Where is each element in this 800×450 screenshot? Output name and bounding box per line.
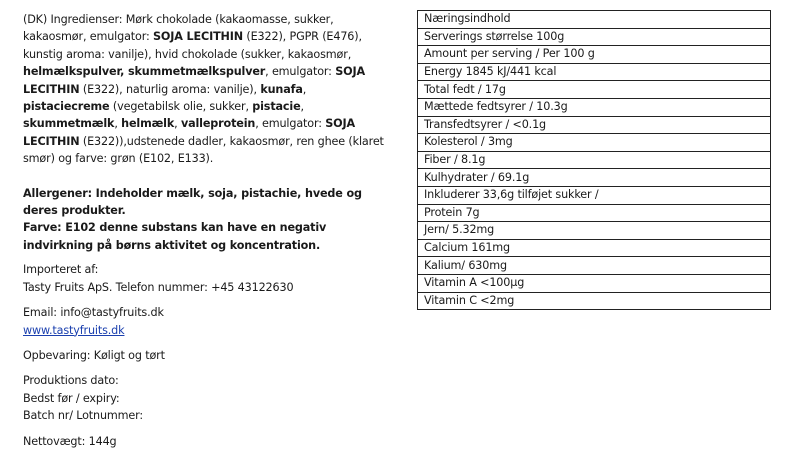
ingredients-text: , [302,82,307,96]
nutrition-cell: Vitamin C <2mg [418,292,771,310]
allergens-text: Allergener: Indeholder mælk, soja, pistachie, hvede og deres produkter. [23,186,362,218]
net-weight: Nettovægt: 144g [23,434,117,448]
allergen-kunafa: kunafa [260,82,303,96]
nutrition-heading: Næringsindhold [418,11,771,29]
label-text-column [23,11,395,450]
nutrition-cell: Transfedtsyrer / <0.1g [418,116,771,134]
allergen-soja-lecithin: SOJA LECITHIN [23,65,365,96]
ingredients-text: , [114,117,122,131]
ingredients-text: (vegetabilsk olie, sukker, [109,100,253,114]
nutrition-row [418,186,771,204]
nutrition-cell: Calcium 161mg [418,239,771,257]
ingredients-text: (E322)),udstenede dadler, kakaosmør, ren ghee (klaret smør) og farve: grøn (E102, E133). [23,134,384,166]
allergen-milk-powders: helmælkspulver, skummetmælkspulver [23,65,266,79]
nutrition-row [418,204,771,222]
nutrition-cell: Jern/ 5.32mg [418,222,771,240]
nutrition-cell: Total fedt / 17g [418,81,771,99]
nutrition-row [418,239,771,257]
importer-details: Tasty Fruits ApS. Telefon nummer: +45 43122630 [23,280,294,294]
nutrition-row [418,222,771,240]
nutrition-row [418,116,771,134]
nutrition-cell: Vitamin A <100µg [418,274,771,292]
best-before: Bedst før / expiry: [23,391,120,405]
ingredients-text: , [300,100,304,114]
nutrition-cell: Amount per serving / Per 100 g [418,46,771,64]
ingredients-text: , emulgator: [265,65,336,79]
ingredients-text: (E322), PGPR (E476), kunstig aroma: vanilje), hvid chokolade (sukker, kakaosmør, [23,30,362,61]
nutrition-cell: Kalium/ 630mg [418,257,771,275]
nutrition-row [418,28,771,46]
allergen-soja-lecithin: SOJA LECITHIN [153,30,243,44]
contact-email: Email: info@tastyfruits.dk [23,306,164,320]
website-row [23,322,395,339]
nutrition-cell: Protein 7g [418,204,771,222]
nutrition-row [418,151,771,169]
allergen-pistaciecreme: pistaciecreme [23,100,110,114]
nutrition-row [418,257,771,275]
allergen-soja-lecithin: SOJA LECITHIN [23,117,356,148]
ingredients-text: , emulgator: [255,117,326,131]
nutrition-row [418,134,771,152]
production-date: Produktions dato: [23,374,119,388]
website-link[interactable]: www.tastyfruits.dk [23,323,125,337]
nutrition-row [418,274,771,292]
allergen-valleprotein: valleprotein [180,117,256,131]
ingredients-paragraph [23,11,395,168]
batch-number: Batch nr/ Lotnummer: [23,409,144,423]
ingredients-text: (E322), naturlig aroma: vanilje), [79,82,261,96]
nutrition-table [417,10,771,310]
importer-label: Importeret af: [23,263,99,277]
nutrition-cell: Mættede fedtsyrer / 10.3g [418,98,771,116]
nutrition-row [418,98,771,116]
nutrition-row [418,11,771,29]
nutrition-cell: Serverings størrelse 100g [418,28,771,46]
ingredients-text: (DK) Ingredienser: Mørk chokolade (kakaomasse, sukker, kakaosmør, emulgator: [23,13,334,44]
ingredients-text: , [174,117,181,131]
nutrition-cell: Inkluderer 33,6g tilføjet sukker / [418,186,771,204]
colorant-warning-text: Farve: E102 denne substans kan have en negativ indvirkning på børns aktivitet og koncentration. [23,221,327,252]
allergen-pistacie: pistacie [252,100,301,114]
storage-info: Opbevaring: Køligt og tørt [23,348,165,362]
nutrition-row [418,292,771,310]
allergen-skummetmaelk: skummetmælk [23,117,115,131]
nutrition-cell: Fiber / 8.1g [418,151,771,169]
allergen-helmaelk: helmælk [121,117,175,131]
nutrition-row [418,169,771,187]
nutrition-cell: Energy 1845 kJ/441 kcal [418,63,771,81]
nutrition-row [418,63,771,81]
nutrition-row [418,46,771,64]
nutrition-row [418,81,771,99]
nutrition-cell: Kolesterol / 3mg [418,134,771,152]
colorant-warning [23,219,395,254]
nutrition-cell: Kulhydrater / 69.1g [418,169,771,187]
allergens-statement [23,185,395,220]
